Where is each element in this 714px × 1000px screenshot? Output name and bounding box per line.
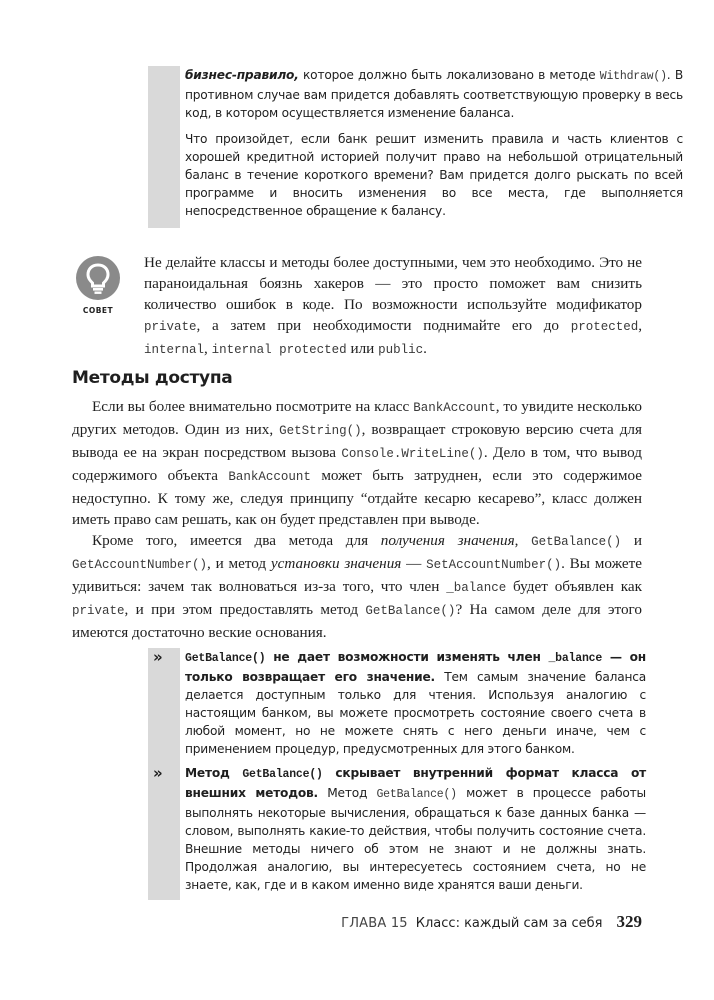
body-paragraph-1: Если вы более внимательно посмотрите на класс BankAccount, то увидите несколько других методов. Один из них, GetString(), возвращает строковую версию счета для вывода ее на экран посредством вызова Console.WriteLine(). Дело в том, что вывод содержимого объекта BankAccount может быть затруднен, если это содержимое недоступно. К тому же, следуя принципу “отдайте кесарю кесарево”, класс должен иметь право сам решать, как он будет представлен при выводе. [72, 398, 643, 528]
tip-text: Не делайте классы и методы более доступными, чем это необходимо. Это не параноидальная боязнь хакеров — это просто поможет вам снизить количество ошибок в коде. По возможности используйте модификатор private, а затем при необходимости поднимайте его до protected, internal, internal protected или public. [144, 254, 642, 357]
tip-label: СОВЕТ [82, 306, 114, 315]
page-number: 329 [616, 912, 642, 931]
code-internal-protected: internal protected [211, 343, 347, 357]
code-balance-field: _balance [446, 581, 507, 595]
code-console-writeline: Console.WriteLine() [341, 447, 484, 461]
code-public: public [378, 343, 424, 357]
code-internal: internal [144, 343, 205, 357]
sidebar-paragraph-1 [185, 66, 683, 122]
chapter-label: ГЛАВА 15 [341, 916, 408, 931]
page-footer [316, 912, 642, 932]
code-getbalance: GetBalance() [531, 535, 622, 549]
sidebar-text: . В противном случае вам придется добавлять соответствующую проверку в весь код, в котором осуществляется изменение баланса. [185, 68, 683, 120]
emphasis-setter: установки значения [270, 555, 402, 572]
body-paragraph-2: Кроме того, имеется два метода для получения значения, GetBalance() и GetAccountNumber(), и метод установки значения — SetAccountNumber(). Вы можете удивиться: зачем так волноваться из-за того, что член _balance будет объявлен как private, и при этом предоставлять метод GetBalance()? На самом деле для этого имеются достаточно веские основания. [72, 532, 643, 641]
code-getbalance: GetBalance() [242, 768, 323, 781]
code-balance-field: _balance [548, 652, 603, 665]
code-bankaccount: BankAccount [413, 401, 496, 415]
code-getbalance: GetBalance() [365, 604, 456, 618]
code-getbalance: GetBalance() [376, 788, 457, 801]
code-getaccountnumber: GetAccountNumber() [72, 558, 208, 572]
term-business-rule: бизнес-правило, [185, 68, 299, 82]
bullet-list [148, 648, 646, 900]
list-item: » GetBalance() не дает возможности изменять член _balance — он только возвращает его значение. Тем самым значение баланса делается доступным только для чтения. Используя аналогию с настоящим банком, вы можете просмотреть состояние своего счета в любой момент, но не можете снять с него деньги иначе, чем с применением процедур, предусмотренных для этого банком. [153, 648, 647, 756]
sidebar-paragraph-2: Что произойдет, если банк решит изменить правила и часть клиентов с хорошей кредитной историей получит право на небольшой отрицательный баланс в течение короткого времени? Вам придется долго рыскать по всей программе и вносить изменения во все места, где выполняется непосредственное обращение к балансу. [185, 132, 683, 218]
body-text [72, 396, 642, 643]
bullet-marker: » [153, 648, 163, 666]
code-private: private [72, 604, 125, 618]
tip-icon-block [72, 256, 124, 326]
code-setaccountnumber: SetAccountNumber() [426, 558, 562, 572]
section-heading: Методы доступа [72, 368, 233, 388]
code-getbalance: GetBalance() [185, 652, 266, 665]
code-bankaccount: BankAccount [228, 470, 311, 484]
chapter-title: Класс: каждый сам за себя [415, 916, 603, 931]
lightbulb-icon [76, 256, 120, 300]
bullet-marker: » [153, 764, 163, 782]
code-withdraw: Withdraw() [599, 70, 667, 83]
list-item: » Метод GetBalance() скрывает внутренний формат класса от внешних методов. Метод GetBalance() может в процессе работы выполнять некоторые вычисления, обращаться к базе данных банка — словом, выполнять какие-то действия, чтобы получить состояние счета. Внешние методы ничего об этом не знают и не должны знать. Продолжая аналогию, вы интересуетесь состоянием счета, но не знаете, как, где и в каком именно виде хранятся ваши деньги. [153, 764, 646, 892]
code-getstring: GetString() [279, 424, 362, 438]
code-protected: protected [570, 320, 639, 334]
sidebar-text: которое должно быть локализовано в методе [298, 68, 600, 82]
code-private: private [144, 320, 197, 334]
emphasis-getter: получения значения [380, 532, 515, 549]
sidebar-note [148, 66, 683, 228]
